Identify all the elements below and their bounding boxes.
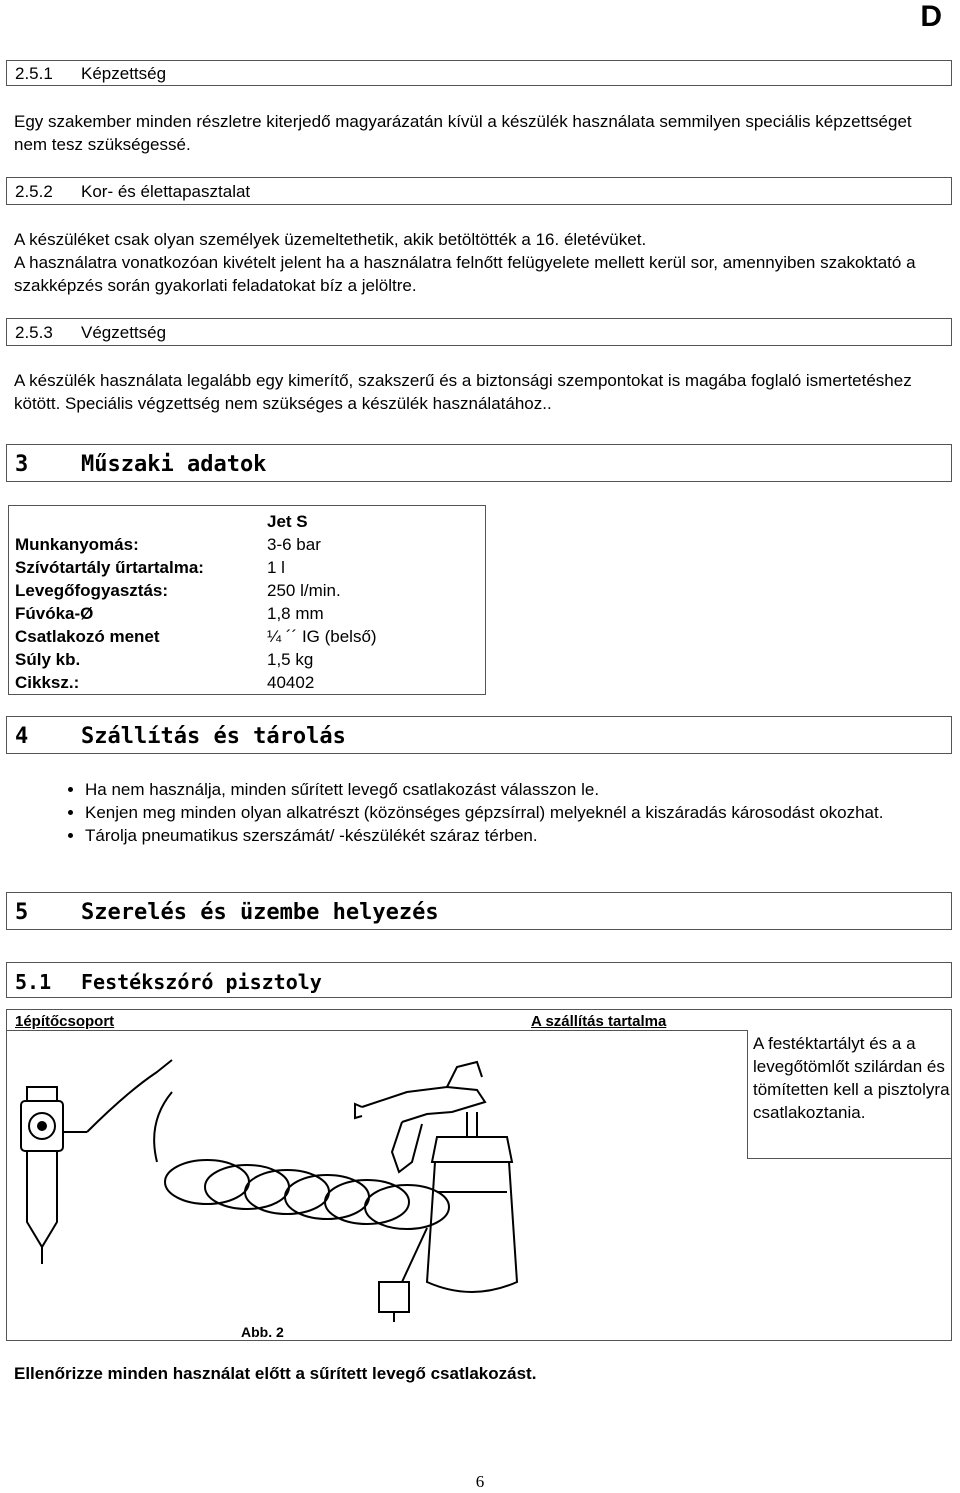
section-title: Műszaki adatok	[81, 452, 267, 477]
table-row	[9, 556, 486, 579]
spray-gun-illustration	[7, 1032, 745, 1322]
section-2-5-2-header	[6, 177, 952, 205]
divider	[747, 1158, 951, 1159]
spec-value: 1,5 kg	[267, 650, 314, 669]
spec-label: Fúvóka-Ø	[15, 604, 94, 623]
paragraph-2-5-3: A készülék használata legalább egy kimerítő, szakszerű és a biztonsági szempontokat is magába foglaló ismertetéshez kötött. Speciális végzettség nem szükséges a készülék használatához..	[14, 371, 912, 413]
spec-value: 250 l/min.	[267, 581, 341, 600]
spec-value: 1,8 mm	[267, 604, 324, 623]
spec-label: Csatlakozó menet	[15, 627, 160, 646]
section-5-1-header	[6, 962, 952, 998]
section-number: 2.5.1	[15, 64, 53, 83]
section-number: 5.1	[15, 970, 52, 994]
section-title: Kor- és élettapasztalat	[81, 182, 251, 201]
spec-label: Szívótartály űrtartalma:	[15, 558, 204, 577]
section-number: 3	[15, 452, 29, 477]
divider	[747, 1030, 748, 1158]
spec-label: Súly kb.	[15, 650, 81, 669]
list-item: • Tárolja pneumatikus szerszámát/ -készülékét száraz térben.	[85, 824, 960, 847]
figure-caption: Abb. 2	[241, 1324, 284, 1340]
paragraph-2-5-1: Egy szakember minden részletre kiterjedő magyarázatán kívül a készülék használata semmilyen speciális képzettséget nem tesz szükségessé.	[14, 112, 912, 154]
table-row	[9, 533, 486, 556]
section-title: Végzettség	[81, 323, 167, 342]
section-number: 2.5.2	[15, 182, 53, 201]
section-number: 2.5.3	[15, 323, 53, 342]
spray-gun-icon	[355, 1062, 517, 1292]
spec-label: Munkanyomás:	[15, 535, 139, 554]
section-title: Szállítás és tárolás	[81, 724, 346, 749]
spec-table	[8, 505, 486, 695]
section-number: 4	[15, 724, 29, 749]
section-4-header	[6, 716, 952, 754]
spec-label: Cikksz.:	[15, 673, 80, 692]
table-row	[9, 579, 486, 602]
table-row	[9, 602, 486, 625]
page-number: 6	[475, 1472, 485, 1491]
section-title: Szerelés és üzembe helyezés	[81, 900, 439, 925]
filter-regulator-icon	[21, 1087, 87, 1264]
coil-hose-icon	[87, 1060, 449, 1322]
figure-note: A festéktartályt és a a levegőtömlőt szilárdan és tömítetten kell a pisztolyra csatlakoztania.	[753, 1034, 950, 1122]
spec-value: 1 l	[267, 558, 285, 577]
list-item: • Kenjen meg minden olyan alkatrészt (közönséges gépzsírral) melyeknél a kiszáradás károsodást okozhat.	[85, 801, 960, 824]
spec-value: 3-6 bar	[267, 535, 321, 554]
table-row	[9, 625, 486, 648]
storage-list	[40, 778, 960, 847]
section-title: Képzettség	[81, 64, 167, 83]
section-number: 5	[15, 900, 29, 925]
paragraph-2-5-2a: A készüléket csak olyan személyek üzemeltethetik, akik betöltötték a 16. életévüket.	[14, 230, 647, 249]
corner-letter: D	[920, 0, 942, 33]
spec-value: ¼ ´´ IG (belső)	[267, 627, 377, 646]
table-row	[9, 671, 486, 695]
section-3-header	[6, 444, 952, 482]
figure-label-left: 1építőcsoport	[15, 1013, 115, 1030]
section-title: Festékszóró pisztoly	[81, 970, 322, 994]
section-5-header	[6, 892, 952, 930]
divider	[7, 1030, 747, 1031]
spec-table-header-row	[9, 506, 486, 534]
bottom-note: Ellenőrizze minden használat előtt a sűrített levegő csatlakozást.	[14, 1364, 537, 1383]
list-item: • Ha nem használja, minden sűrített levegő csatlakozást válasszon le.	[85, 778, 960, 801]
figure-box	[6, 1009, 952, 1341]
spec-label: Levegőfogyasztás:	[15, 581, 169, 600]
paragraph-2-5-2b: A használatra vonatkozóan kivételt jelent ha a használatra felnőtt felügyelete mellett kerül sor, amennyiben szakoktató a szakképzés során gyakorlati feladatokat bíz a jelöltre.	[14, 253, 916, 295]
spec-value: 40402	[267, 673, 315, 692]
table-row	[9, 648, 486, 671]
figure-label-right: A szállítás tartalma	[531, 1013, 667, 1030]
section-2-5-3-header	[6, 318, 952, 346]
section-2-5-1-header	[6, 60, 952, 86]
spec-table-header: Jet S	[267, 511, 308, 531]
